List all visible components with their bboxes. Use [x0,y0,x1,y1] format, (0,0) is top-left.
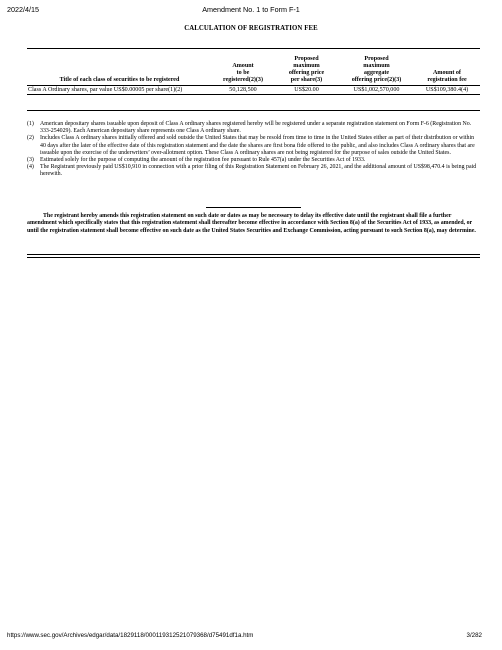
print-date: 2022/4/15 [7,5,39,14]
header-agg-line3: aggregate [363,70,390,77]
header-price-line4: per share(3) [290,77,323,84]
header-amount-line1: Amount [232,63,254,70]
bottom-divider-lower [27,257,480,258]
cell-registration-fee: US$109,380.4(4) [414,86,480,95]
page-indicator: 3/282 [466,632,482,639]
browser-print-header [0,0,502,16]
header-price-line3: offering price [288,70,325,77]
header-fee-line2: registration fee [427,77,467,84]
header-amount-line3: registered(2)(3) [222,77,264,84]
cell-amount-registered: 50,128,500 [212,86,274,95]
registration-fee-table [27,56,480,95]
page-heading: CALCULATION OF REGISTRATION FEE [184,25,318,32]
footnote-text: American depositary shares issuable upon deposit of Class A ordinary shares registered hereby will be registered under a separate registration statement on Form F-6 (Registration No. 333-254029). Each American depositary share represents one Class A ordinary share. [40,121,472,135]
cell-price-per-share: US$20.00 [274,86,339,95]
header-price-line1: Proposed [294,56,319,62]
header-title-label: Title of each class of securities to be registered [59,77,180,84]
cell-security-title: Class A Ordinary shares, par value US$0.00005 per share(1)(2) [27,86,212,95]
section-divider [206,207,301,208]
footnote-mark: (4) [27,164,34,171]
footnote-text: The Registrant previously paid US$10,910 in connection with a prior filing of this Registration Statement on February 26, 2021, and the additional amount of US$98,470.4 is being paid herewith. [40,164,477,178]
header-agg-line4: offering price(2)(3) [351,77,402,84]
delaying-amendment-legend [27,213,480,235]
document-url: https://www.sec.gov/Archives/edgar/data/1829118/000119312521079368/d75491df1a.htm [7,632,254,639]
header-price-line2: maximum [293,63,320,70]
header-fee-line1: Amount of [433,70,461,77]
footnote-mark: (3) [27,157,34,164]
table-end-divider [27,110,480,111]
header-aggregate-price [339,56,414,86]
header-agg-line1: Proposed [364,56,389,62]
header-title-of-securities [27,56,212,86]
footnote-mark: (1) [27,121,34,127]
footnote-1 [27,121,480,135]
browser-print-footer [0,629,502,643]
table-header-row [27,56,480,86]
footnote-mark: (2) [27,135,34,142]
footnote-text: Includes Class A ordinary shares initially offered and sold outside the United States that may be resold from time to time in the United States either as part of their distribution or within 40 days after the later of the effective date of this registration statement and the date the shares are first bona fide offered to the public, and also includes Class A ordinary shares that are issuable upon the exercise of the underwriters’ over-allotment option. These Class A ordinary shares are not being registered for the purpose of sales outside the United States. [40,135,475,156]
header-registration-fee [414,56,480,86]
header-amount-line2: to be [236,70,250,77]
header-amount-registered [212,56,274,86]
header-price-per-share [274,56,339,86]
cell-aggregate-price: US$1,002,570,000 [339,86,414,95]
document-title: Amendment No. 1 to Form F-1 [202,5,300,14]
legend-text: The registrant hereby amends this registration statement on such date or dates as may be necessary to delay its effective date until the registrant shall file a further amendment which specifically states that this registration statement shall thereafter become effective in accordance with Section 8(a) of the Securities Act of 1933, as amended, or until the registration statement shall become effective on such date as the United States Securities and Exchange Commission, acting pursuant to such Section 8(a), may determine. [27,213,476,234]
footnote-2 [27,135,480,157]
header-agg-line2: maximum [363,63,390,70]
table-row [27,86,480,95]
footnote-text: Estimated solely for the purpose of computing the amount of the registration fee pursuant to Rule 457(a) under the Securities Act of 1933. [40,157,366,164]
footnotes [27,121,480,179]
bottom-divider-upper [27,254,480,255]
top-divider [27,48,480,49]
footnote-4 [27,164,480,178]
